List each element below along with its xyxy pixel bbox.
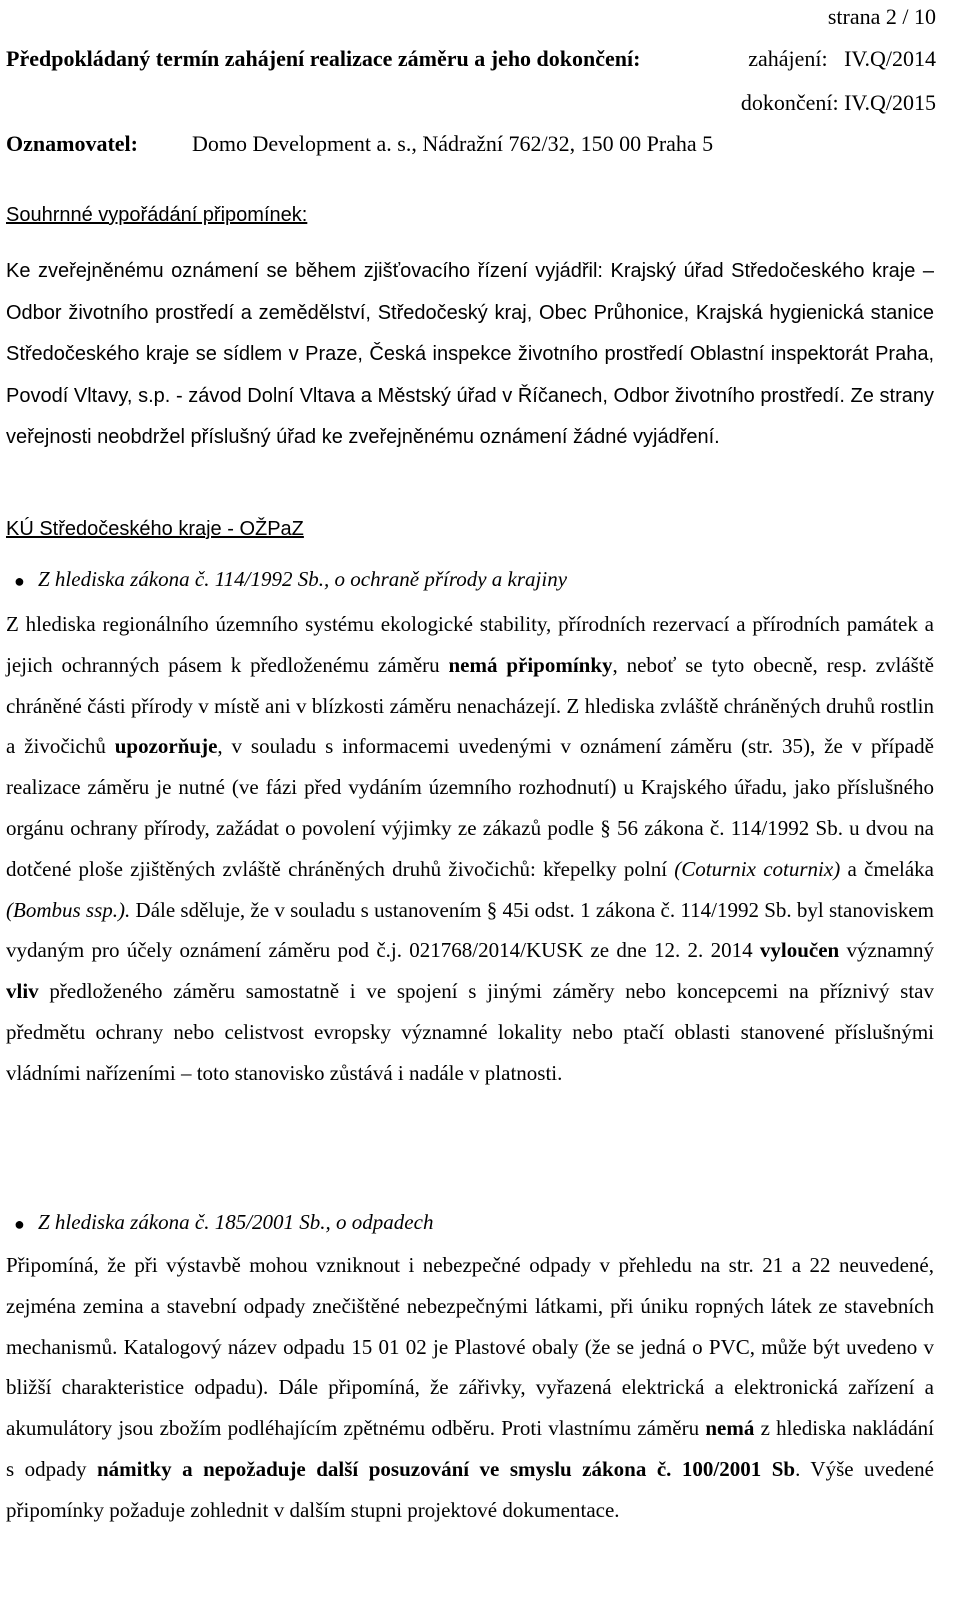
notifier-value: Domo Development a. s., Nádražní 762/32, 150 00 Praha 5: [192, 131, 714, 156]
paragraph-nature: [6, 604, 934, 1094]
bullet-2-text: Z hlediska zákona č. 185/2001 Sb., o odpadech: [38, 1210, 434, 1234]
para1-bold-4: vliv: [6, 979, 39, 1004]
bullet-1-text: [38, 567, 567, 592]
summary-heading: Souhrnné vypořádání připomínek:: [6, 204, 308, 226]
para2-text-3: . Výše uvedené připomínky požaduje zohlednit v dalším stupni projektové dokumentace.: [6, 1456, 935, 1522]
start-label: zahájení:: [748, 46, 828, 71]
term-line: [6, 46, 640, 72]
term-label: Předpokládaný termín zahájení realizace záměru a jeho dokončení:: [6, 46, 641, 71]
para2-bold-2: námitky a nepožaduje další posuzování ve smyslu zákona č. 100/2001 Sb: [96, 1456, 796, 1481]
para1-text-7: předloženého záměru samostatně i ve spojení s jinými záměry nebo koncepcemi na příznivý stav předmětu ochrany nebo celistvost evropsky významné lokality nebo ptačí oblasti stanovené příslušnými vládními nařízeními – toto stanovisko zůstává i nadále v platnosti.: [6, 979, 934, 1085]
start-value: IV.Q/2014: [844, 46, 936, 71]
para1-bold-1: nemá připomínky: [448, 652, 613, 677]
para1-text-3: , v souladu s informacemi uvedenými v oznámení záměru (str. 35), že v případě realizace záměru je nutné (ve fázi před vydáním územního rozhodnutí) u Krajského úřadu, jako příslušného orgánu ochrany přírody, zažádat o povolení výjimky ze zákazů podle § 56 zákona č. 114/1992 Sb. u dvou na dotčené ploše zjištěných zvláště chráněných druhů živočichů: křepelky polní: [6, 734, 935, 881]
paragraph-waste: [6, 1245, 934, 1531]
page-number: strana 2 / 10: [827, 4, 936, 29]
para1-italic-1: (Coturnix coturnix): [674, 856, 841, 881]
para1-text-2: , neboť se tyto obecně, resp. zvláště chráněné části přírody v místě ani v blízkosti záměru nenacházejí. Z hlediska zvláště chráněných druhů rostlin a živočichů: [6, 652, 934, 759]
bullet-dot: ●: [14, 1214, 25, 1234]
para1-text-6: významný: [839, 938, 934, 963]
summary-intro: Ke zveřejněnému oznámení se během zjišťovacího řízení vyjádřil: Krajský úřad Středočeského kraje – Odbor životního prostředí a zemědělství, Středočeský kraj, Obec Průhonice, Krajská hygienická stanice Středočeského kraje se sídlem v Praze, Česká inspekce životního prostředí Oblastní inspektorát Praha, Povodí Vltavy, s.p. - závod Dolní Vltava a Městský úřad v Říčanech, Odbor životního prostředí. Ze strany veřejnosti neobdržel příslušný úřad ke zveřejněnému oznámení žádné vyjádření.: [6, 260, 934, 448]
para2-text-1: Připomíná, že při výstavbě mohou vzniknout i nebezpečné odpady v přehledu na str. 21 a 22 neuvedené, zejména zemina a stavební odpady znečištěné nebezpečnými látkami, při úniku ropných látek ze stavebních mechanismů. Katalogový název odpadu 15 01 02 je Plastové obaly (že se jedná o PVC, může být uvedeno v bližší charakteristice odpadu). Dále připomíná, že zářivky, vyřazená elektrická a elektronická zařízení a akumulátory jsou zbožím podléhajícím zpětnému odběru. Proti vlastnímu záměru: [6, 1253, 934, 1441]
end-label: dokončení:: [740, 90, 839, 115]
bullet-dot: ●: [14, 571, 25, 591]
end-value: IV.Q/2015: [844, 90, 936, 115]
para1-text-5: Dále sděluje, že v souladu s ustanovením § 45i odst. 1 zákona č. 114/1992 Sb. byl stanoviskem vydaným pro účely oznámení záměru pod č.j. 021768/2014/KUSK ze dne 12. 2. 2014: [6, 897, 934, 963]
bullet-1-title: Z hlediska zákona č. 114/1992 Sb.: [38, 567, 325, 591]
end-date: [741, 90, 936, 116]
para2-bold-1: nemá: [705, 1416, 755, 1441]
notifier-label: Oznamovatel:: [6, 131, 138, 156]
para1-text-1: Z hlediska regionálního územního systému ekologické stability, přírodních rezervací a přírodních památek a jejich ochranných pásem k předloženému záměru: [6, 612, 934, 677]
para1-italic-2: (Bombus ssp.).: [6, 897, 131, 922]
notifier-line: [6, 131, 713, 157]
para1-bold-2: upozorňuje: [114, 734, 218, 759]
para2-text-2: z hlediska nakládání s odpady: [6, 1416, 934, 1481]
para1-bold-3: vyloučen: [759, 938, 840, 963]
bullet-1-rest: , o ochraně přírody a krajiny: [324, 567, 568, 591]
para1-text-4: a čmeláka: [840, 856, 934, 881]
start-date: [748, 46, 936, 72]
section-heading: KÚ Středočeského kraje - OŽPaZ: [6, 518, 304, 540]
